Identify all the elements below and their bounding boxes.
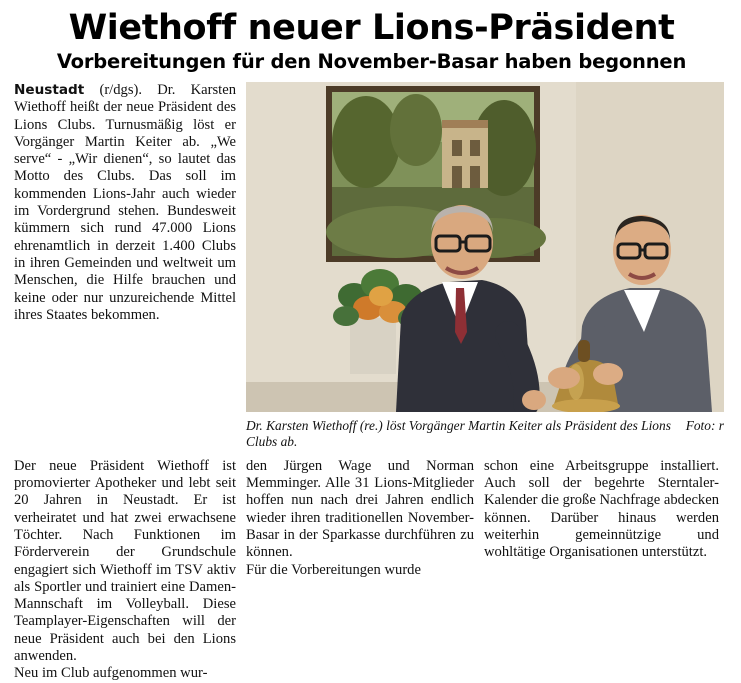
photo-caption (246, 418, 724, 451)
column-1-tail: Neu im Club aufgenommen wur- (14, 665, 208, 682)
page-title: Wiethoff neuer Lions-Präsident (68, 8, 675, 48)
column-3-body: schon eine Arbeitsgruppe installiert. Auch soll der begehrte Sterntaler-Kalender die große Nachfrage abdecken können. Darüber hinaus werden weiterhin gemeinnützige und wohltätige Organisationen unterstützt. (484, 457, 719, 561)
article-upper-block (14, 82, 729, 451)
article-column-1-continued (14, 458, 236, 683)
article-column-3 (484, 458, 719, 683)
article-subhead: Vorbereitungen für den November-Basar haben begonnen (56, 50, 687, 73)
lead-paragraph (14, 82, 236, 324)
column-1-body: Der neue Präsident Wiethoff ist promovierter Apotheker und lebt seit 20 Jahren in Neustadt. Er ist verheiratet und hat zwei erwachsene Töchter. Nach Funktionen im Förderverein der Grundschule engagiert sich Wiethoff im TSV aktiv als Sportler und trainiert eine Damen-Mannschaft im Volleyball. Diese Teamplayer-Eigenschaften will der neue Präsident auch bei den Lions anwenden. (14, 457, 236, 665)
column-2-body: den Jürgen Wage und Norman Memminger. Alle 31 Lions-Mitglieder hoffen nun nach drei Jahren endlich wieder ihren traditionellen November-Basar in der Sparkasse durchführen zu können. (246, 457, 474, 561)
dateline-source: (r/dgs). (99, 82, 143, 98)
photo-credit: Foto: r (685, 418, 724, 433)
dateline-place: Neustadt (14, 82, 85, 98)
column-2-body-2: Für die Vorbereitungen wurde (246, 561, 421, 578)
article-column-2 (246, 458, 474, 683)
article-photo-block (246, 82, 724, 451)
article-column-1 (14, 82, 236, 324)
article-lower-block (14, 458, 729, 683)
lead-body: Dr. Karsten Wiethoff heißt der neue Präsident des Lions Clubs. Turnusmäßig löst er Vorgänger Martin Keiter ab. „We serve“ - „Wir dienen“, so lautet das Motto des Clubs. Das soll im kommenden Lions-Jahr auch wieder im Vordergrund stehen. Bundesweit kümmern sich rund 47.000 Lions ehrenamtlich in derzeit 1.400 Clubs in ihren Gemeinden und weltweit um Menschen, die Hilfe brauchen und keine oder nur unzureichende Mittel ihres Staates bekommen. (14, 82, 236, 323)
article-photo (246, 82, 724, 412)
photo-caption-text: Dr. Karsten Wiethoff (re.) löst Vorgänger Martin Keiter als Präsident des Lions Clubs ab. (246, 418, 671, 450)
